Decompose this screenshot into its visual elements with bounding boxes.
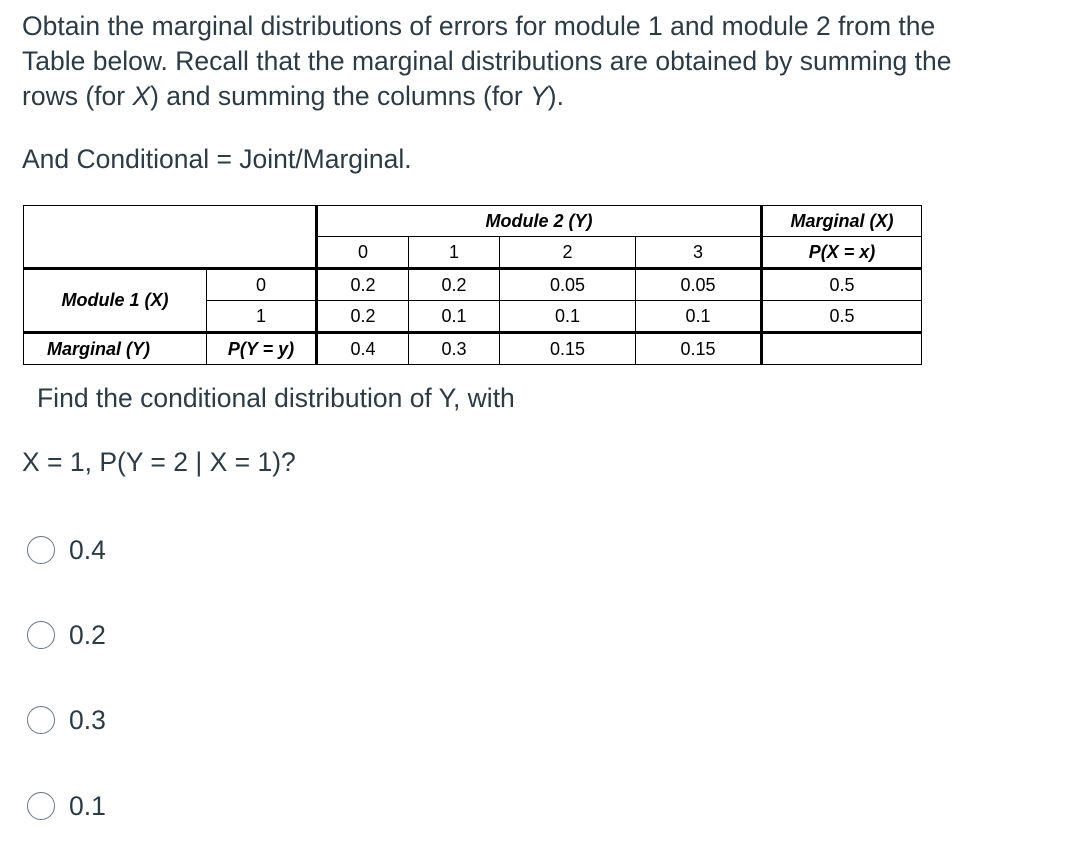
module1-label: Module 1 (X) (24, 269, 207, 333)
marginal-y-value: 0.15 (500, 333, 636, 365)
question-line-2: X = 1, P(Y = 2 | X = 1)? (22, 447, 296, 477)
y-value-1: 1 (409, 237, 500, 269)
marginal-y-row (24, 333, 922, 365)
marginal-y-value: 0.15 (636, 333, 762, 365)
radio-button[interactable] (27, 706, 55, 734)
answer-option-label: 0.4 (69, 534, 106, 565)
radio-button[interactable] (27, 621, 55, 649)
table-cell: 0.1 (409, 301, 500, 333)
table-cell: 0.05 (500, 269, 636, 301)
y-value-0: 0 (317, 237, 409, 269)
table-header-row-1 (24, 206, 922, 237)
marginal-x-0: 0.5 (762, 269, 922, 301)
marginal-x-header: Marginal (X) (762, 206, 922, 237)
intro-var-y: Y (530, 81, 548, 111)
answer-option-label: 0.1 (69, 790, 106, 821)
intro-var-x: X (132, 81, 151, 111)
answer-option-4[interactable] (27, 790, 106, 822)
table-cell: 0.05 (636, 269, 762, 301)
question-intro (22, 9, 1072, 114)
intro-line-1: Obtain the marginal distributions of errors for module 1 and module 2 from the (22, 11, 936, 41)
table-cell: 0.1 (500, 301, 636, 333)
intro-line-2: Table below. Recall that the marginal distributions are obtained by summing the (22, 46, 952, 76)
intro-line-3-c: ). (547, 81, 564, 111)
y-value-3: 3 (636, 237, 762, 269)
answer-option-1[interactable] (27, 534, 106, 566)
radio-button[interactable] (27, 792, 55, 820)
marginal-x-1: 0.5 (762, 301, 922, 333)
intro-line-3 (22, 79, 1072, 114)
marginal-y-label: Marginal (Y) (24, 333, 207, 365)
x-value-1: 1 (207, 301, 317, 333)
question-line-1: Find the conditional distribution of Y, with (37, 383, 515, 413)
radio-button[interactable] (27, 536, 55, 564)
table-corner-cell (24, 206, 317, 269)
answer-option-label: 0.2 (69, 619, 106, 650)
answer-option-2[interactable] (27, 619, 106, 651)
table-row (24, 269, 922, 301)
intro-line-3-b: ) and summing the columns (for (150, 81, 531, 111)
conditional-note: And Conditional = Joint/Marginal. (22, 144, 412, 174)
module2-header: Module 2 (Y) (317, 206, 762, 237)
marginal-empty-cell (762, 333, 922, 365)
marginal-x-sub: P(X = x) (762, 237, 922, 269)
table-cell: 0.1 (636, 301, 762, 333)
answer-option-label: 0.3 (69, 704, 106, 735)
marginal-y-sub: P(Y = y) (207, 333, 317, 365)
intro-line-3-a: rows (for (22, 81, 133, 111)
marginal-y-value: 0.3 (409, 333, 500, 365)
marginal-y-value: 0.4 (317, 333, 409, 365)
answer-option-3[interactable] (27, 704, 106, 736)
table-cell: 0.2 (317, 301, 409, 333)
x-value-0: 0 (207, 269, 317, 301)
table-cell: 0.2 (409, 269, 500, 301)
joint-distribution-table (23, 205, 922, 365)
y-value-2: 2 (500, 237, 636, 269)
table-cell: 0.2 (317, 269, 409, 301)
